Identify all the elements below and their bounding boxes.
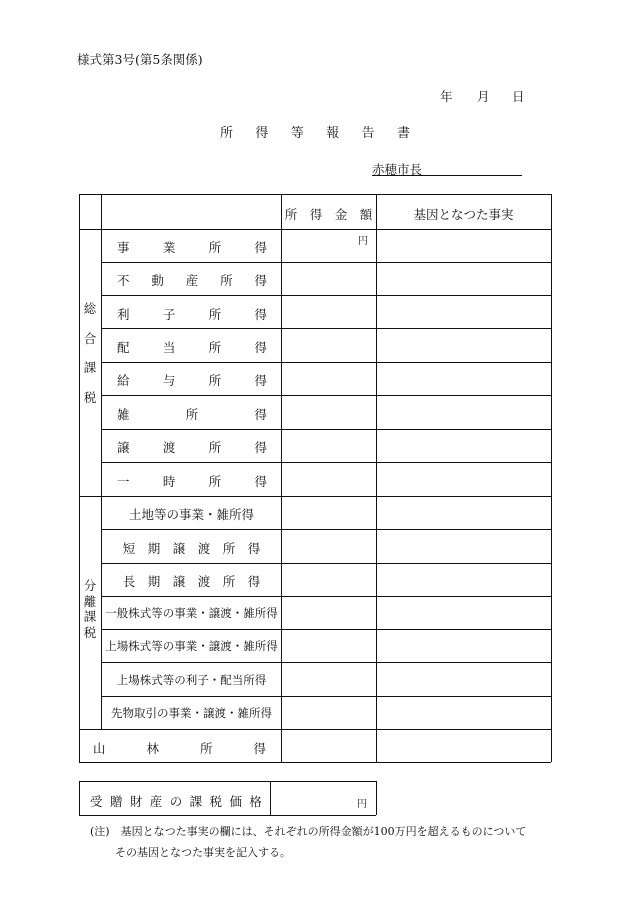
date-month-label: 月 xyxy=(477,89,490,104)
row-sakimono-torihiki: 先物取引の事業・譲渡・雑所得 xyxy=(111,706,272,720)
note-line-2: その基因となつた事実を記入する。 xyxy=(115,846,291,859)
row-fudosan-shotoku: 不 動 産 所 得 xyxy=(117,273,267,288)
row-haito-shotoku: 配 当 所 得 xyxy=(117,340,267,355)
title-char: 告 xyxy=(361,126,375,141)
group-bunri-kazei: 分 離 課 税 xyxy=(83,578,97,640)
title-char: 所 xyxy=(220,126,234,141)
recipient-label: 赤穂市長 xyxy=(372,162,423,177)
row-jojo-kabushiki-jigyo: 上場株式等の事業・譲渡・雑所得 xyxy=(105,639,278,653)
row-joto-shotoku: 譲 渡 所 得 xyxy=(117,440,267,455)
document-title xyxy=(220,122,410,141)
date-year-label: 年 xyxy=(440,89,453,104)
row-jigyo-shotoku: 事 業 所 得 xyxy=(117,240,267,255)
gift-label: 受 贈 財 産 の 課 税 価 格 xyxy=(90,794,262,809)
yen-unit: 円 xyxy=(358,236,368,247)
date-day-label: 日 xyxy=(512,89,525,104)
row-choki-joto: 長 期 譲 渡 所 得 xyxy=(122,574,261,589)
header-amount: 所 得 金 額 xyxy=(284,207,373,222)
row-rishi-shotoku: 利 子 所 得 xyxy=(117,307,267,322)
title-char: 報 xyxy=(326,126,340,141)
row-tochi-jigyo-zatsu: 土地等の事業・雑所得 xyxy=(128,507,254,522)
row-jojo-kabushiki-rishi: 上場株式等の利子・配当所得 xyxy=(116,673,267,687)
header-basis: 基因となつた事実 xyxy=(413,207,514,222)
row-tanki-joto: 短 期 譲 渡 所 得 xyxy=(122,541,261,556)
title-char: 書 xyxy=(396,126,410,141)
title-char: 得 xyxy=(255,126,269,141)
row-sanrin-shotoku: 山 林 所 得 xyxy=(93,741,266,756)
row-zatsu-shotoku: 雑 所 得 xyxy=(117,407,267,422)
gift-yen-unit: 円 xyxy=(357,799,367,810)
recipient-underline xyxy=(372,175,522,176)
form-number-label: 様式第3号(第5条関係) xyxy=(77,52,203,67)
note-line-1: (注) 基因となつた事実の欄には、それぞれの所得金額が100万円を超えるものについて xyxy=(90,825,527,838)
row-kyuyo-shotoku: 給 与 所 得 xyxy=(117,373,267,388)
row-ippan-kabushiki: 一般株式等の事業・譲渡・雑所得 xyxy=(105,606,278,620)
group-sogo-kazei: 総 合 課 税 xyxy=(83,301,97,405)
title-char: 等 xyxy=(290,126,304,141)
row-ichiji-shotoku: 一 時 所 得 xyxy=(117,474,267,489)
